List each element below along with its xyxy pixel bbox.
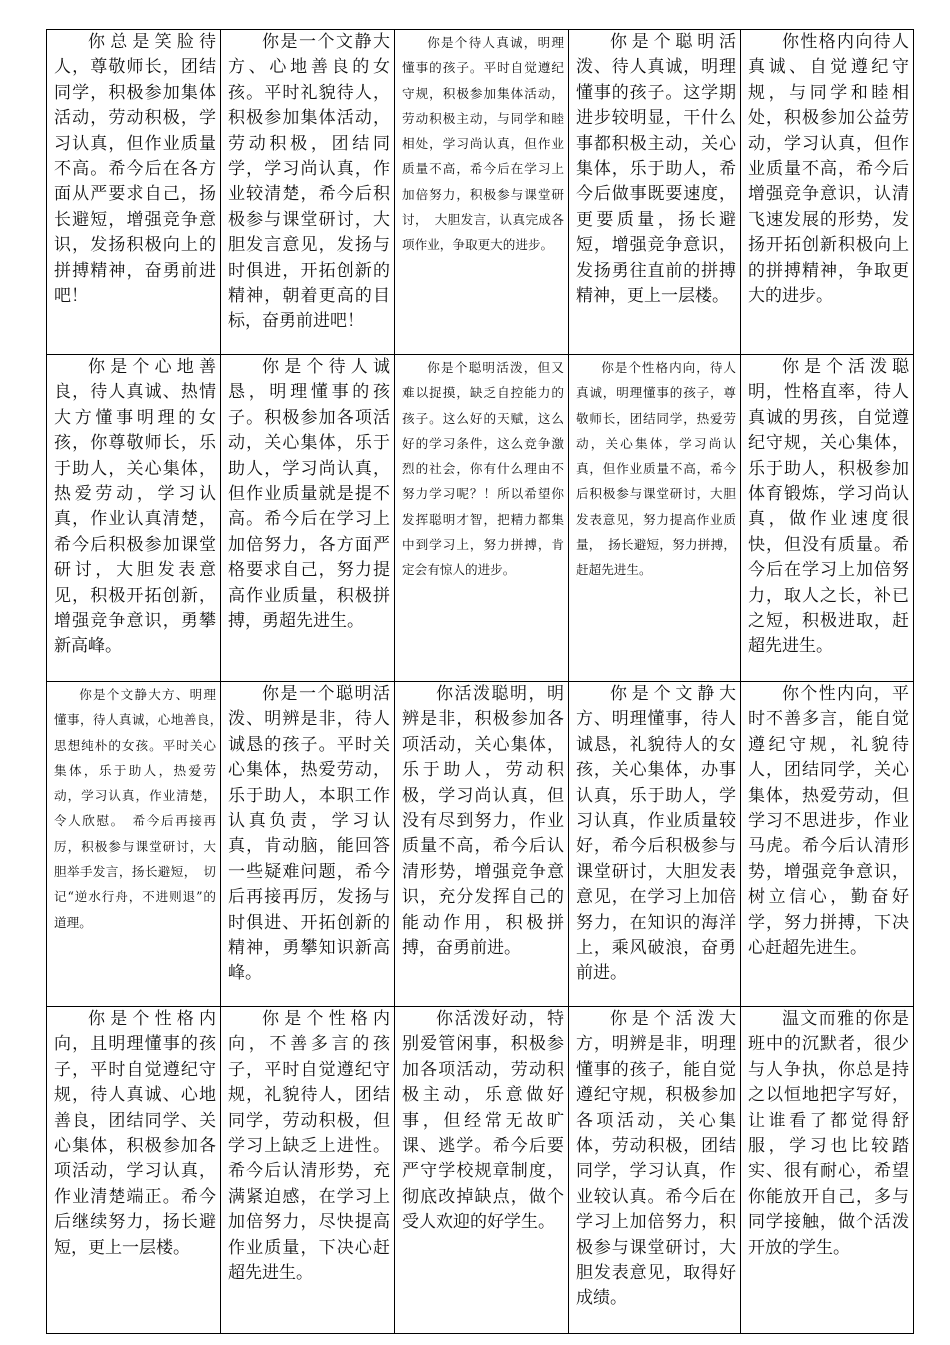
comment-text: 你个性内向，平时不善多言，能自觉遵纪守规，礼貌待人，团结同学，关心集体，热爱劳动，但学习不思进步，作业马虎。希今后认清形势，增强竞争意识，树立信心，勤奋好学，努力拼搏，下决心赶超先进生。 — [748, 684, 909, 959]
comment-cell — [569, 682, 741, 1007]
comment-text: 你是个聪明活泼、待人真诚，明理懂事的孩子。这学期进步较明显，干什么事都积极主动，关心集体，乐于助人，希今后做事既要速度，更要质量，扬长避短，增强竞争意识，发扬勇往直前的拼搏精神，更上一层楼。 — [576, 32, 736, 307]
comment-cell — [741, 355, 914, 682]
comment-text: 你是个心地善良，待人真诚、热情大方懂事明理的女孩，你尊敬师长，乐于助人，关心集体，热爱劳动，学习认真，作业认真清楚，希今后积极参加课堂研讨，大胆发表意见，积极开拓创新，增强竞争意识，勇攀新高峰。 — [54, 357, 216, 657]
comment-cell — [221, 1007, 395, 1334]
comment-cell — [569, 1007, 741, 1334]
comment-text: 你是个待人诚恳，明理懂事的孩子。积极参加各项活动，关心集体，乐于助人，学习尚认真，但作业质量就是提不高。希今后在学习上加倍努力，各方面严格要求自己，努力提高作业质量，积极拼搏，勇超先进生。 — [228, 357, 390, 632]
comment-cell — [395, 1007, 569, 1334]
comment-cell — [47, 1007, 221, 1334]
comment-cell — [395, 682, 569, 1007]
comments-table — [46, 29, 914, 1334]
table-row — [47, 682, 914, 1007]
comment-cell — [47, 355, 221, 682]
comment-text: 你性格内向待人真诚、自觉遵纪守规，与同学和睦相处，积极参加公益劳动，学习认真，但作业质量不高，希今后增强竞争意识，认清飞速发展的形势，发扬开拓创新积极向上的拼搏精神，争取更大的进步。 — [748, 32, 909, 307]
comment-text: 你是个文静大方、明理懂事，待人真诚，心地善良， 思想纯朴的女孩。平时关心集体，乐于助人，热爱劳动，学习认真，作业清楚，令人欣慰。 希今后再接再厉，积极参与课堂研讨，大胆举手发言，扬长避短， 切记“逆水行舟，不进则退”的道理。 — [54, 687, 229, 930]
comment-text: 你是个活泼聪明，性格直率，待人真诚的男孩，自觉遵纪守规，关心集体，乐于助人，积极参加体育锻炼，学习尚认真，做作业速度很快，但没有质量。希今后在学习上加倍努力，取人之长，补已之短，积极进取，赶超先进生。 — [748, 357, 909, 657]
comment-text: 你是一个聪明活泼、明辨是非，待人诚恳的孩子。平时关心集体，热爱劳动，乐于助人，本职工作认真负责，学习认真，肯动脑，能回答一些疑难问题，希今后再接再厉，发扬与时俱进、开拓创新的精神，勇攀知识新高峰。 — [228, 684, 390, 984]
table-row — [47, 1007, 914, 1334]
comment-cell — [221, 30, 395, 355]
comment-cell — [741, 682, 914, 1007]
comment-text: 你总是笑脸待人，尊敬师长，团结同学，积极参加集体活动，劳动积极，学习认真，但作业质量不高。希今后在各方面从严要求自己，扬长避短，增强竞争意识，发扬积极向上的拼搏精神，奋勇前进吧！ — [54, 32, 216, 307]
comment-cell — [741, 30, 914, 355]
comment-cell — [221, 355, 395, 682]
comment-cell — [395, 355, 569, 682]
comment-text: 你是个聪明活泼，但又难以捉摸，缺乏自控能力的孩子。这么好的天赋，这么好的学习条件，这么竞争激烈的社会，你有什么理由不努力学习呢？！所以希望你发挥聪明才智，把精力都集中到学习上，努力拼搏，肯定会有惊人的进步。 — [402, 360, 564, 578]
comment-text: 你是个性格内向，且明理懂事的孩子，平时自觉遵纪守规，待人真诚、心地善良，团结同学、关心集体，积极参加各项活动，学习认真，作业清楚端正。希今后继续努力，扬长避短，更上一层楼。 — [54, 1009, 216, 1258]
comment-cell — [395, 30, 569, 355]
comment-text: 你活泼聪明，明辨是非，积极参加各项活动，关心集体，乐于助人，劳动积极，学习尚认真，但没有尽到努力，作业质量不高，希今后认清形势，增强竞争意识，充分发挥自己的能动作用，积极拼搏，奋勇前进。 — [402, 684, 564, 959]
comment-text: 你是一个文静大方、心地善良的女孩。平时礼貌待人，积极参加集体活动，劳动积极，团结同学，学习尚认真，作业较清楚，希今后积极参与课堂研讨，大胆发言意见，发扬与时俱进，开拓创新的精神，朝着更高的目标，奋勇前进吧！ — [228, 32, 390, 332]
comment-cell — [47, 682, 229, 1007]
comment-text: 你活泼好动，特别爱管闲事，积极参加各项活动，劳动积极主动，乐意做好事，但经常无故旷课、逃学。希今后要严守学校规章制度，彻底改掉缺点，做个受人欢迎的好学生。 — [402, 1009, 564, 1233]
comment-text: 你是个文静大方、明理懂事，待人诚恳，礼貌待人的女孩，关心集体，办事认真，乐于助人，学习认真，作业质量较好，希今后积极参与课堂研讨，大胆发表意见，在学习上加倍努力，在知识的海洋上，乘风破浪，奋勇前进。 — [576, 684, 736, 984]
comment-cell — [569, 355, 741, 682]
comment-cell — [221, 682, 395, 1007]
comment-text: 你是个活泼大方，明辨是非，明理懂事的孩子，能自觉遵纪守规，积极参加各项活动，关心集体，劳动积极，团结同学，学习认真，作业较认真。希今后在学习上加倍努力，积极参与课堂研讨，大胆发表意见，取得好成绩。 — [576, 1009, 736, 1309]
comment-cell — [47, 30, 221, 355]
table-row — [47, 355, 914, 682]
comment-text: 你是个待人真诚，明理懂事的孩子。平时自觉遵纪守规，积极参加集体活动，劳动积极主动，与同学和睦相处，学习尚认真，但作业质量不高，希今后在学习上加倍努力，积极参与课堂研讨， 大胆发言，认真完成各项作业，争取更大的进步。 — [402, 35, 564, 253]
comment-text: 你是个性格内向，待人真诚，明理懂事的孩子，尊敬师长，团结同学，热爱劳动，关心集体，学习尚认真，但作业质量不高，希今后积极参与课堂研讨，大胆发表意见，努力提高作业质量， 扬长避短，努力拼搏，赶超先进生。 — [576, 360, 736, 578]
comment-text: 你是个性格内向，不善多言的孩子，平时自觉遵纪守规，礼貌待人，团结同学，劳动积极，但学习上缺乏上进性。希今后认清形势，充满紧迫感，在学习上加倍努力，尽快提高作业质量，下决心赶超先进生。 — [228, 1009, 390, 1284]
comment-cell — [569, 30, 741, 355]
table-row — [47, 30, 914, 355]
comment-text: 温文而雅的你是班中的沉默者，很少与人争执，你总是持之以恒地把字写好，让谁看了都觉得舒服，学习也比较踏实、很有耐心，希望你能放开自己，多与同学接触，做个活泼开放的学生。 — [748, 1009, 909, 1258]
comment-cell — [741, 1007, 914, 1334]
